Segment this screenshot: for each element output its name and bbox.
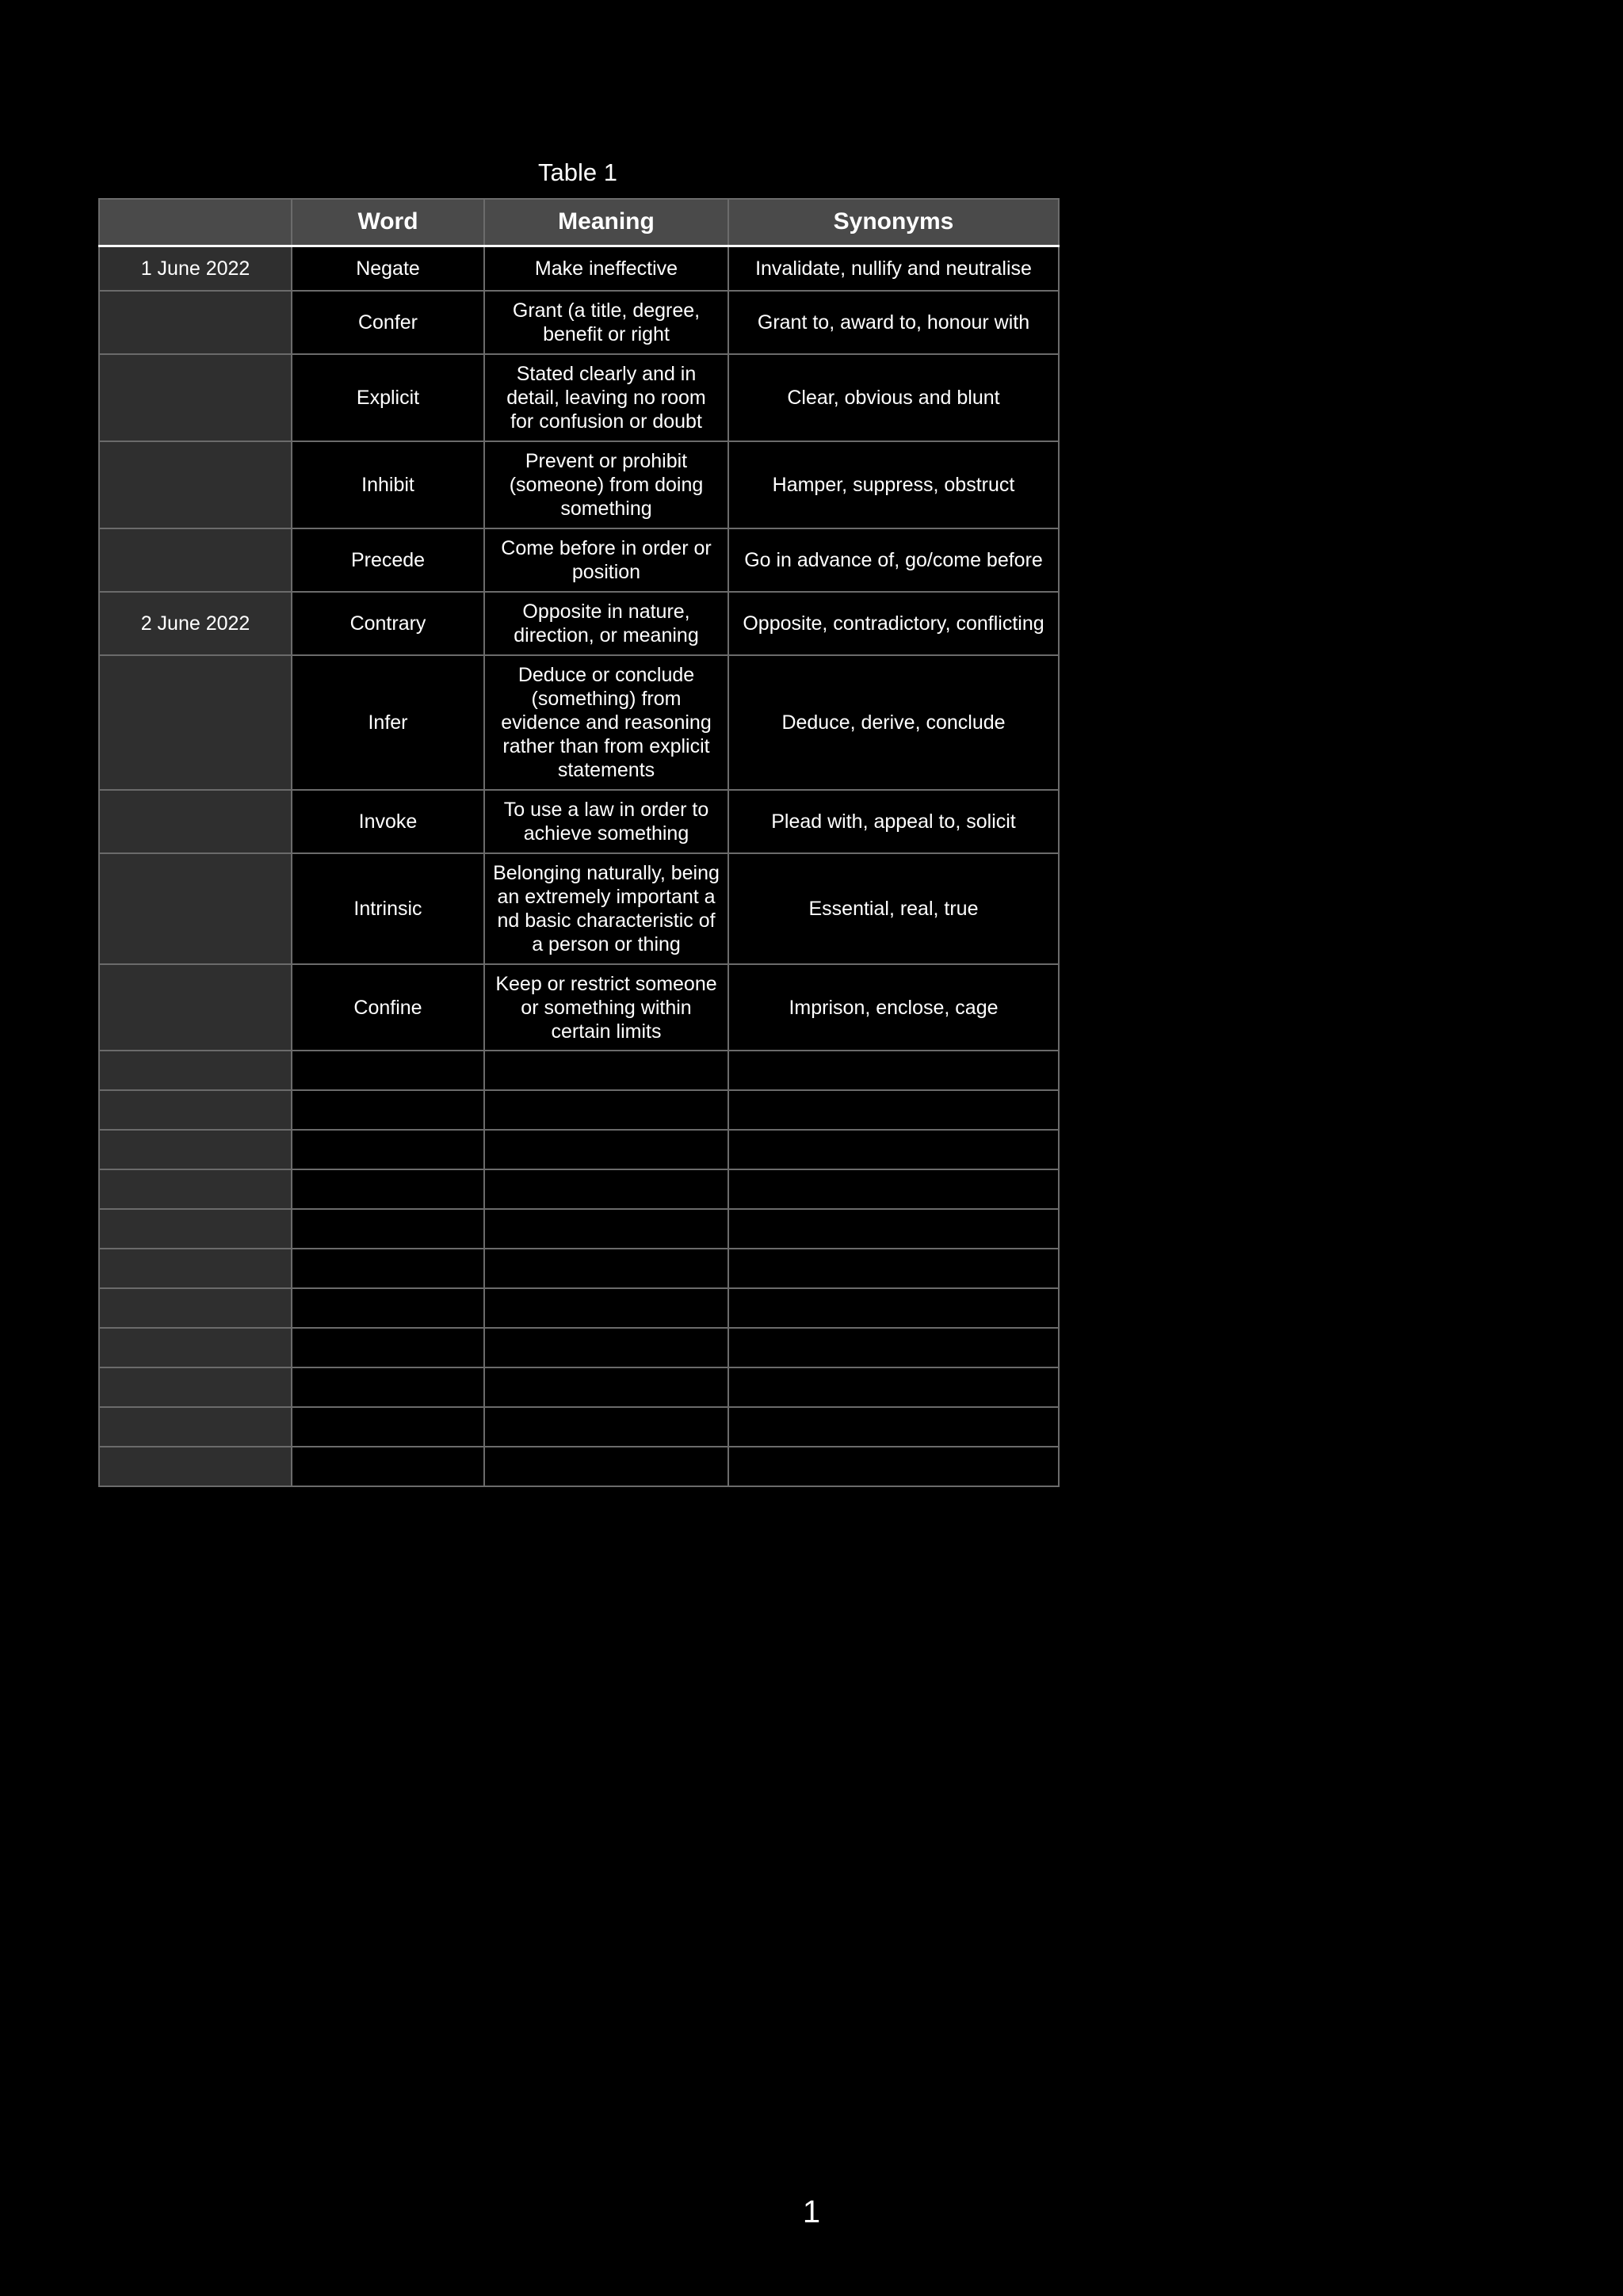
synonyms-cell: Opposite, contradictory, conflicting xyxy=(728,592,1059,655)
word-cell: Intrinsic xyxy=(292,853,484,964)
empty-table-row xyxy=(99,1407,1059,1447)
word-cell: Confine xyxy=(292,964,484,1051)
word-cell xyxy=(292,1407,484,1447)
synonyms-cell xyxy=(728,1130,1059,1169)
table-row xyxy=(99,291,1059,354)
meaning-cell: Deduce or conclude (something) from evidence and reasoning rather than from explicit statements xyxy=(484,655,728,790)
header-word: Word xyxy=(292,199,484,246)
empty-table-row xyxy=(99,1090,1059,1130)
date-cell xyxy=(99,1288,292,1328)
meaning-cell xyxy=(484,1367,728,1407)
word-cell xyxy=(292,1090,484,1130)
meaning-cell: Prevent or prohibit (someone) from doing something xyxy=(484,441,728,528)
synonyms-cell xyxy=(728,1209,1059,1249)
synonyms-cell: Grant to, award to, honour with xyxy=(728,291,1059,354)
meaning-cell: Keep or restrict someone or something within certain limits xyxy=(484,964,728,1051)
empty-table-row xyxy=(99,1288,1059,1328)
date-cell xyxy=(99,1169,292,1209)
date-cell xyxy=(99,655,292,790)
meaning-cell xyxy=(484,1328,728,1367)
date-cell: 2 June 2022 xyxy=(99,592,292,655)
date-cell xyxy=(99,964,292,1051)
date-cell xyxy=(99,1367,292,1407)
table-row xyxy=(99,964,1059,1051)
word-cell: Explicit xyxy=(292,354,484,441)
meaning-cell: Stated clearly and in detail, leaving no room for confusion or doubt xyxy=(484,354,728,441)
date-cell xyxy=(99,1407,292,1447)
word-cell xyxy=(292,1209,484,1249)
word-cell xyxy=(292,1288,484,1328)
meaning-cell: Grant (a title, degree, benefit or right xyxy=(484,291,728,354)
synonyms-cell: Deduce, derive, conclude xyxy=(728,655,1059,790)
meaning-cell xyxy=(484,1090,728,1130)
synonyms-cell xyxy=(728,1051,1059,1090)
synonyms-cell xyxy=(728,1090,1059,1130)
table-header-row xyxy=(99,199,1059,246)
vocabulary-table xyxy=(98,198,1060,1487)
meaning-cell: Belonging naturally, being an extremely important a nd basic characteristic of a person or thing xyxy=(484,853,728,964)
meaning-cell: Make ineffective xyxy=(484,246,728,291)
word-cell xyxy=(292,1447,484,1486)
word-cell xyxy=(292,1169,484,1209)
empty-table-row xyxy=(99,1328,1059,1367)
meaning-cell xyxy=(484,1169,728,1209)
meaning-cell xyxy=(484,1130,728,1169)
page-number: 1 xyxy=(802,2195,821,2229)
empty-table-row xyxy=(99,1249,1059,1288)
synonyms-cell: Hamper, suppress, obstruct xyxy=(728,441,1059,528)
empty-table-row xyxy=(99,1130,1059,1169)
meaning-cell: Opposite in nature, direction, or meaning xyxy=(484,592,728,655)
header-date xyxy=(99,199,292,246)
synonyms-cell: Imprison, enclose, cage xyxy=(728,964,1059,1051)
date-cell xyxy=(99,291,292,354)
word-cell: Contrary xyxy=(292,592,484,655)
word-cell xyxy=(292,1051,484,1090)
word-cell: Confer xyxy=(292,291,484,354)
header-synonyms: Synonyms xyxy=(728,199,1059,246)
date-cell xyxy=(99,1328,292,1367)
meaning-cell xyxy=(484,1209,728,1249)
synonyms-cell xyxy=(728,1367,1059,1407)
table-row xyxy=(99,853,1059,964)
meaning-cell xyxy=(484,1288,728,1328)
table-row xyxy=(99,655,1059,790)
date-cell xyxy=(99,1209,292,1249)
word-cell: Infer xyxy=(292,655,484,790)
synonyms-cell: Go in advance of, go/come before xyxy=(728,528,1059,592)
word-cell: Negate xyxy=(292,246,484,291)
synonyms-cell: Plead with, appeal to, solicit xyxy=(728,790,1059,853)
date-cell xyxy=(99,528,292,592)
date-cell xyxy=(99,1051,292,1090)
word-cell: Invoke xyxy=(292,790,484,853)
synonyms-cell: Clear, obvious and blunt xyxy=(728,354,1059,441)
table-row xyxy=(99,592,1059,655)
synonyms-cell xyxy=(728,1447,1059,1486)
date-cell xyxy=(99,1130,292,1169)
table-row xyxy=(99,246,1059,291)
synonyms-cell xyxy=(728,1288,1059,1328)
date-cell xyxy=(99,354,292,441)
synonyms-cell xyxy=(728,1169,1059,1209)
word-cell: Precede xyxy=(292,528,484,592)
synonyms-cell xyxy=(728,1328,1059,1367)
meaning-cell xyxy=(484,1407,728,1447)
date-cell xyxy=(99,853,292,964)
empty-table-row xyxy=(99,1051,1059,1090)
table-row xyxy=(99,354,1059,441)
table-row xyxy=(99,790,1059,853)
date-cell xyxy=(99,441,292,528)
meaning-cell xyxy=(484,1447,728,1486)
meaning-cell xyxy=(484,1051,728,1090)
date-cell xyxy=(99,1249,292,1288)
date-cell xyxy=(99,790,292,853)
meaning-cell: To use a law in order to achieve something xyxy=(484,790,728,853)
synonyms-cell: Essential, real, true xyxy=(728,853,1059,964)
word-cell xyxy=(292,1328,484,1367)
meaning-cell xyxy=(484,1249,728,1288)
date-cell: 1 June 2022 xyxy=(99,246,292,291)
empty-table-row xyxy=(99,1209,1059,1249)
date-cell xyxy=(99,1090,292,1130)
word-cell xyxy=(292,1367,484,1407)
date-cell xyxy=(99,1447,292,1486)
word-cell xyxy=(292,1249,484,1288)
word-cell: Inhibit xyxy=(292,441,484,528)
header-meaning: Meaning xyxy=(484,199,728,246)
meaning-cell: Come before in order or position xyxy=(484,528,728,592)
table-row xyxy=(99,441,1059,528)
synonyms-cell: Invalidate, nullify and neutralise xyxy=(728,246,1059,291)
empty-table-row xyxy=(99,1367,1059,1407)
empty-table-row xyxy=(99,1169,1059,1209)
table-row xyxy=(99,528,1059,592)
word-cell xyxy=(292,1130,484,1169)
synonyms-cell xyxy=(728,1407,1059,1447)
table-title: Table 1 xyxy=(538,158,617,186)
synonyms-cell xyxy=(728,1249,1059,1288)
empty-table-row xyxy=(99,1447,1059,1486)
